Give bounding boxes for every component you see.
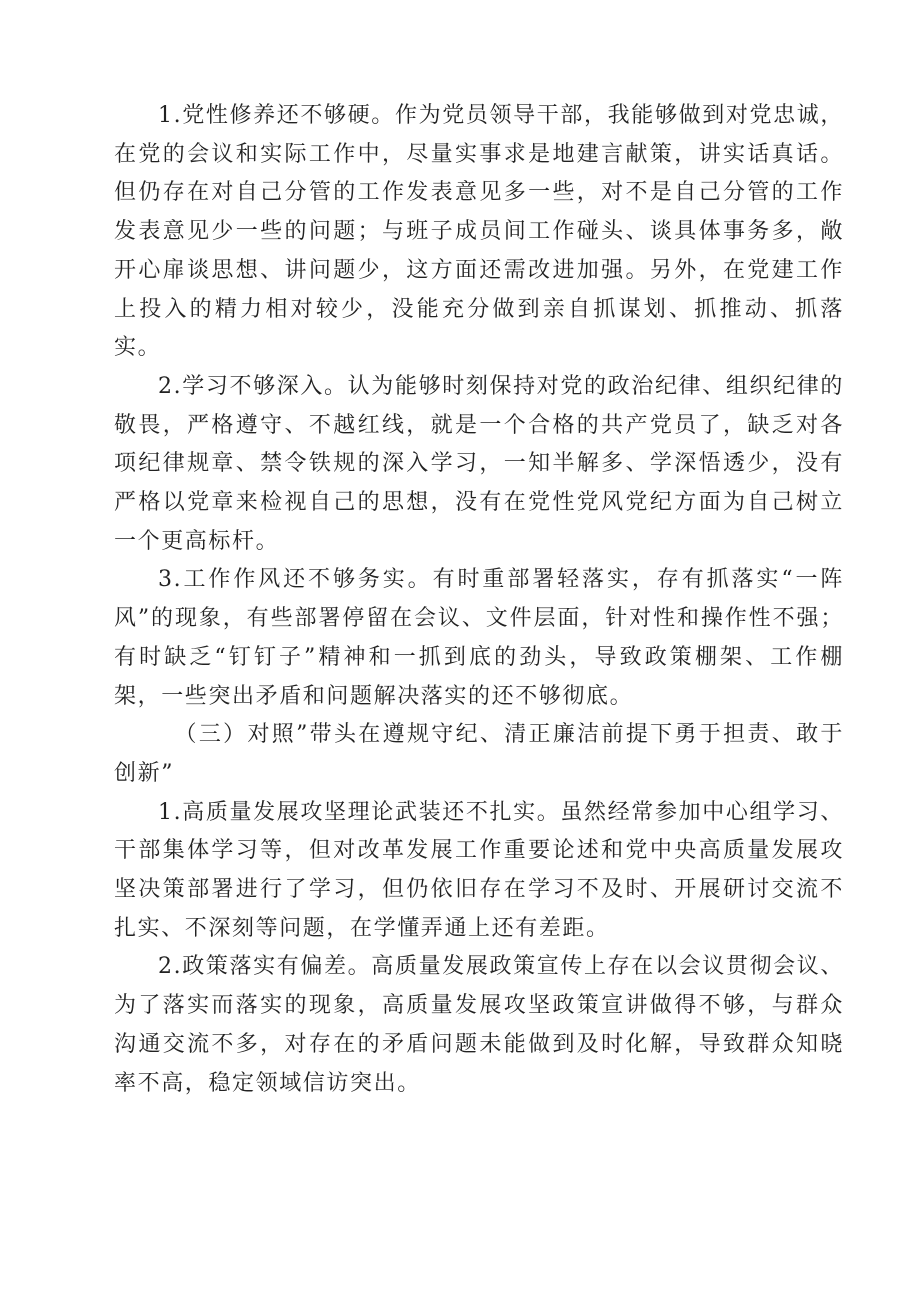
paragraph-theory-armament: 1.高质量发展攻坚理论武装还不扎实。虽然经常参加中心组学习、干部集体学习等，但对改革发展工作重要论述和党中央高质量发展攻坚决策部署进行了学习，但仍依旧存在学习不及时、开展研讨交流不扎实、不深刻等问题，在学懂弄通上还有差距。 [114, 799, 844, 941]
paragraph-policy-implementation: 2.政策落实有偏差。高质量发展政策宣传上存在以会议贯彻会议、为了落实而落实的现象，高质量发展攻坚政策宣讲做得不够，与群众沟通交流不多，对存在的矛盾问题未能做到及时化解，导致群众知晓率不高，稳定领域信访突出。 [114, 954, 844, 1096]
paragraph-study: 2.学习不够深入。认为能够时刻保持对党的政治纪律、组织纪律的敬畏，严格遵守、不越红线，就是一个合格的共产党员了，缺乏对各项纪律规章、禁令铁规的深入学习，一知半解多、学深悟透少，没有严格以党章来检视自己的思想，没有在党性党风党纪方面为自己树立一个更高标杆。 [114, 373, 844, 554]
document-body [114, 97, 844, 1103]
paragraph-work-style: 3.工作作风还不够务实。有时重部署轻落实，存有抓落实“一阵风”的现象，有些部署停留在会议、文件层面，针对性和操作性不强；有时缺乏“钉钉子”精神和一抓到底的劲头，导致政策棚架、工作棚架，一些突出矛盾和问题解决落实的还不够彻底。 [114, 567, 844, 709]
section-heading-three: （三）对照”带头在遵规守纪、清正廉洁前提下勇于担责、敢于创新” [114, 722, 844, 786]
paragraph-party-spirit: 1.党性修养还不够硬。作为党员领导干部，我能够做到对党忠诚，在党的会议和实际工作中，尽量实事求是地建言献策，讲实话真话。但仍存在对自己分管的工作发表意见多一些，对不是自己分管的工作发表意见少一些的问题；与班子成员间工作碰头、谈具体事务多，敞开心扉谈思想、讲问题少，这方面还需改进加强。另外，在党建工作上投入的精力相对较少，没能充分做到亲自抓谋划、抓推动、抓落实。 [114, 103, 844, 361]
